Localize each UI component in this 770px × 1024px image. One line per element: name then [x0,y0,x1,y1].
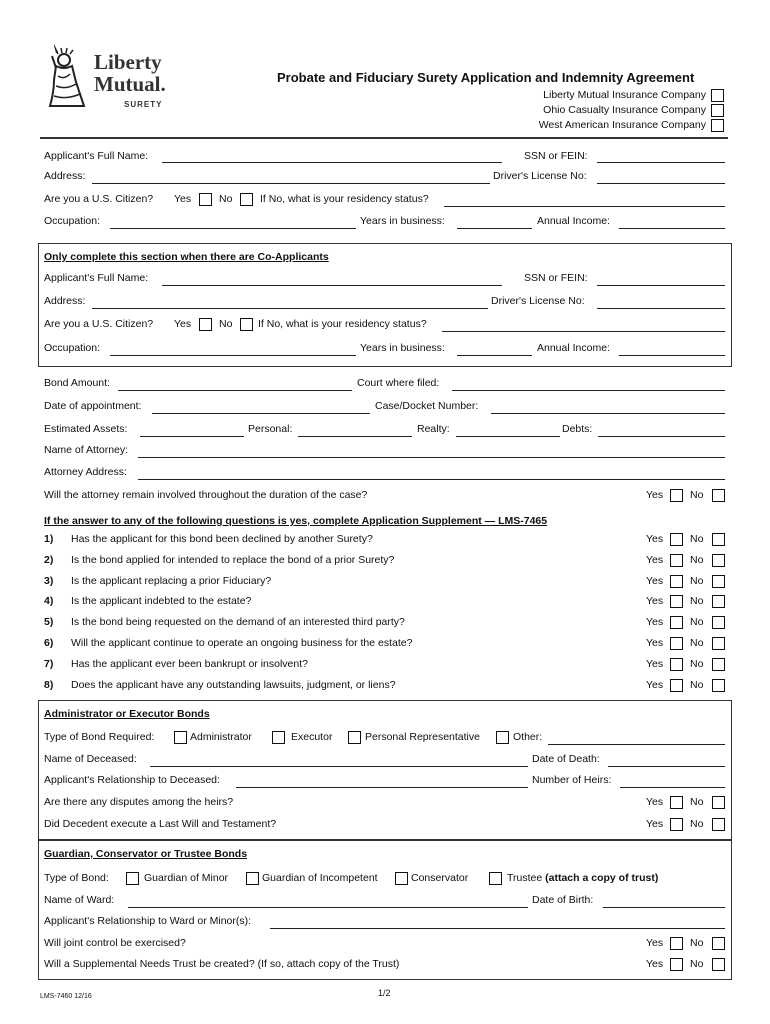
yes-checkbox[interactable] [670,679,683,692]
question-yes-no [646,575,736,589]
question-text: Will the applicant continue to operate an ongoing business for the estate? [71,637,413,649]
no-checkbox[interactable] [712,679,725,692]
attorney-address-field[interactable] [138,479,725,480]
question-number: 4) [44,595,54,607]
no-label: No [690,937,704,949]
coapp-address-field[interactable] [92,308,488,309]
bond-amount-label: Bond Amount: [44,377,110,389]
docket-label: Case/Docket Number: [375,400,479,412]
attorney-address-label: Attorney Address: [44,466,127,478]
guardian-minor-checkbox[interactable] [126,872,139,885]
ward-name-label: Name of Ward: [44,894,115,906]
coapp-license-label: Driver's License No: [491,295,585,307]
court-field[interactable] [452,390,725,391]
yes-label: Yes [646,818,664,830]
logo-text-liberty: Liberty [94,50,162,74]
ward-relationship-field[interactable] [270,928,725,929]
coapp-occupation-label: Occupation: [44,342,101,354]
coapp-citizen-no-label: No [219,318,233,330]
coapp-residency-label: If No, what is your residency status? [258,318,427,330]
trustee-checkbox[interactable] [489,872,502,885]
no-label: No [690,533,704,545]
death-date-field[interactable] [608,766,725,767]
trustee-text: Trustee [507,872,543,884]
yes-label: Yes [646,937,664,949]
no-label: No [690,818,704,830]
question-number: 7) [44,658,54,670]
applicant-citizen-label: Are you a U.S. Citizen? [44,193,154,205]
no-label: No [690,637,704,649]
no-label: No [690,679,704,691]
applicant-occupation-label: Occupation: [44,215,101,227]
applicant-ssn-field[interactable] [597,162,725,163]
yes-label: Yes [646,637,664,649]
applicant-years-label: Years in business: [360,215,445,227]
applicant-citizen-yes-checkbox[interactable] [199,193,212,206]
joint-control-yes-no [646,937,736,951]
no-checkbox[interactable] [712,595,725,608]
coapp-occupation-field[interactable] [110,355,356,356]
logo-text-mutual: Mutual. [94,72,166,96]
logo-text-surety: SURETY [124,100,163,109]
coapp-income-field[interactable] [619,355,725,356]
question-number: 3) [44,575,54,587]
will-question: Did Decedent execute a Last Will and Testament? [44,818,277,830]
applicant-address-label: Address: [44,170,86,182]
attorney-name-field[interactable] [138,457,725,458]
yes-checkbox[interactable] [670,958,683,971]
no-label: No [690,554,704,566]
no-checkbox[interactable] [712,937,725,950]
supplement-heading: If the answer to any of the following questions is yes, complete Application Supplement — LMS-7465 [44,515,548,527]
appointment-date-label: Date of appointment: [44,400,142,412]
guardian-incompetent-label: Guardian of Incompetent [262,872,378,884]
no-checkbox[interactable] [712,637,725,650]
guardian-heading: Guardian, Conservator or Trustee Bonds [44,848,248,860]
debts-field[interactable] [598,436,725,437]
personal-label: Personal: [248,423,293,435]
question-yes-no [646,533,736,547]
supplemental-trust-question: Will a Supplemental Needs Trust be created? (If so, attach copy of the Trust) [44,958,400,970]
conservator-checkbox[interactable] [395,872,408,885]
page-number: 1/2 [378,988,391,998]
realty-label: Realty: [417,423,450,435]
no-label: No [690,796,704,808]
yes-label: Yes [646,616,664,628]
question-number: 8) [44,679,54,691]
heirs-label: Number of Heirs: [532,774,612,786]
executor-label: Executor [291,731,333,743]
coapp-address-label: Address: [44,295,86,307]
question-number: 1) [44,533,54,545]
question-text: Is the applicant indebted to the estate? [71,595,252,607]
other-label: Other: [513,731,543,743]
administrator-label: Administrator [190,731,252,743]
applicant-citizen-no-label: No [219,193,233,205]
coapp-residency-field[interactable] [442,331,725,332]
company-liberty-checkbox[interactable] [711,89,724,102]
applicant-name-label: Applicant's Full Name: [44,150,149,162]
deceased-name-label: Name of Deceased: [44,753,137,765]
appointment-date-field[interactable] [152,413,370,414]
yes-label: Yes [646,658,664,670]
no-checkbox[interactable] [712,533,725,546]
trustee-note: (attach a copy of trust) [545,872,659,884]
disputes-question: Are there any disputes among the heirs? [44,796,234,808]
company-west-american: West American Insurance Company [538,119,706,131]
question-number: 2) [44,554,54,566]
other-checkbox[interactable] [496,731,509,744]
applicant-license-label: Driver's License No: [493,170,587,182]
applicant-citizen-yes-label: Yes [174,193,192,205]
coapp-citizen-yes-label: Yes [174,318,192,330]
yes-label: Yes [646,679,664,691]
coapp-name-field[interactable] [162,285,502,286]
yes-checkbox[interactable] [670,554,683,567]
coapp-years-field[interactable] [457,355,532,356]
no-checkbox[interactable] [712,489,725,502]
yes-label: Yes [646,595,664,607]
conservator-label: Conservator [411,872,469,884]
docket-field[interactable] [491,413,725,414]
no-checkbox[interactable] [712,796,725,809]
yes-checkbox[interactable] [670,489,683,502]
company-liberty: Liberty Mutual Insurance Company [543,89,706,101]
admin-type-label: Type of Bond Required: [44,731,155,743]
bond-amount-field[interactable] [118,390,352,391]
other-field[interactable] [548,744,725,745]
deceased-name-field[interactable] [150,766,528,767]
applicant-ssn-label: SSN or FEIN: [524,150,588,162]
court-label: Court where filed: [357,377,440,389]
personal-rep-label: Personal Representative [365,731,480,743]
guardian-minor-label: Guardian of Minor [144,872,229,884]
question-yes-no [646,637,736,651]
company-ohio-checkbox[interactable] [711,104,724,117]
yes-checkbox[interactable] [670,818,683,831]
trustee-label [507,872,658,884]
attorney-name-label: Name of Attorney: [44,444,129,456]
coapp-citizen-yes-checkbox[interactable] [199,318,212,331]
no-checkbox[interactable] [712,575,725,588]
no-label: No [690,616,704,628]
applicant-name-field[interactable] [162,162,502,163]
administrator-checkbox[interactable] [174,731,187,744]
attorney-question: Will the attorney remain involved throughout the duration of the case? [44,489,368,501]
question-yes-no [646,595,736,609]
question-text: Has the applicant for this bond been declined by another Surety? [71,533,373,545]
no-label: No [690,595,704,607]
no-label: No [690,575,704,587]
heirs-field[interactable] [620,787,725,788]
no-checkbox[interactable] [712,958,725,971]
coapp-ssn-label: SSN or FEIN: [524,272,588,284]
yes-label: Yes [646,554,664,566]
no-checkbox[interactable] [712,818,725,831]
coapp-name-label: Applicant's Full Name: [44,272,149,284]
joint-control-question: Will joint control be exercised? [44,937,186,949]
applicant-income-label: Annual Income: [537,215,610,227]
applicant-address-field[interactable] [92,183,490,184]
yes-checkbox[interactable] [670,575,683,588]
birth-date-label: Date of Birth: [532,894,594,906]
coapp-ssn-field[interactable] [597,285,725,286]
no-checkbox[interactable] [712,658,725,671]
applicant-license-field[interactable] [597,183,725,184]
question-text: Is the applicant replacing a prior Fiduciary? [71,575,272,587]
applicant-occupation-field[interactable] [110,228,356,229]
company-west-american-checkbox[interactable] [711,119,724,132]
applicant-residency-field[interactable] [444,206,725,207]
yes-label: Yes [646,533,664,545]
disputes-yes-no [646,796,736,810]
statue-of-liberty-icon [40,42,92,108]
question-yes-no [646,554,736,568]
question-text: Is the bond applied for intended to replace the bond of a prior Surety? [71,554,395,566]
yes-label: Yes [646,575,664,587]
no-checkbox[interactable] [712,554,725,567]
question-text: Is the bond being requested on the demand of an interested third party? [71,616,405,628]
question-yes-no [646,679,736,693]
executor-checkbox[interactable] [272,731,285,744]
administrator-heading: Administrator or Executor Bonds [44,708,210,720]
yes-checkbox[interactable] [670,937,683,950]
applicant-residency-label: If No, what is your residency status? [260,193,429,205]
yes-checkbox[interactable] [670,533,683,546]
personal-rep-checkbox[interactable] [348,731,361,744]
form-id: LMS-7460 12/16 [40,993,92,1000]
ward-relationship-label: Applicant's Relationship to Ward or Minor(s): [44,915,252,927]
will-yes-no [646,818,736,832]
estimated-assets-field[interactable] [140,436,244,437]
coapp-license-field[interactable] [597,308,725,309]
supplemental-trust-yes-no [646,958,736,972]
coapp-citizen-no-checkbox[interactable] [240,318,253,331]
question-yes-no [646,616,736,630]
debts-label: Debts: [562,423,593,435]
no-label: No [690,489,704,501]
no-label: No [690,658,704,670]
company-ohio: Ohio Casualty Insurance Company [543,104,706,116]
question-text: Has the applicant ever been bankrupt or insolvent? [71,658,308,670]
page-title: Probate and Fiduciary Surety Application and Indemnity Agreement [277,70,695,85]
coapp-citizen-label: Are you a U.S. Citizen? [44,318,154,330]
yes-label: Yes [646,796,664,808]
applicant-years-field[interactable] [457,228,532,229]
no-label: No [690,958,704,970]
deceased-relationship-label: Applicant's Relationship to Deceased: [44,774,220,786]
yes-checkbox[interactable] [670,616,683,629]
co-applicant-heading: Only complete this section when there are Co-Applicants [44,251,329,263]
birth-date-field[interactable] [603,907,725,908]
yes-checkbox[interactable] [670,658,683,671]
yes-checkbox[interactable] [670,796,683,809]
question-number: 5) [44,616,54,628]
death-date-label: Date of Death: [532,753,600,765]
realty-field[interactable] [456,436,560,437]
coapp-years-label: Years in business: [360,342,445,354]
yes-label: Yes [646,489,664,501]
yes-checkbox[interactable] [670,637,683,650]
liberty-mutual-logo [40,42,170,114]
yes-label: Yes [646,958,664,970]
guardian-incompetent-checkbox[interactable] [246,872,259,885]
personal-field[interactable] [298,436,412,437]
question-number: 6) [44,637,54,649]
coapp-income-label: Annual Income: [537,342,610,354]
estimated-assets-label: Estimated Assets: [44,423,128,435]
ward-name-field[interactable] [128,907,528,908]
yes-checkbox[interactable] [670,595,683,608]
question-text: Does the applicant have any outstanding lawsuits, judgment, or liens? [71,679,396,691]
question-yes-no [646,658,736,672]
attorney-yes-no [646,489,736,503]
applicant-citizen-no-checkbox[interactable] [240,193,253,206]
applicant-income-field[interactable] [619,228,725,229]
no-checkbox[interactable] [712,616,725,629]
header-divider [40,137,728,139]
guardian-type-label: Type of Bond: [44,872,109,884]
deceased-relationship-field[interactable] [236,787,528,788]
